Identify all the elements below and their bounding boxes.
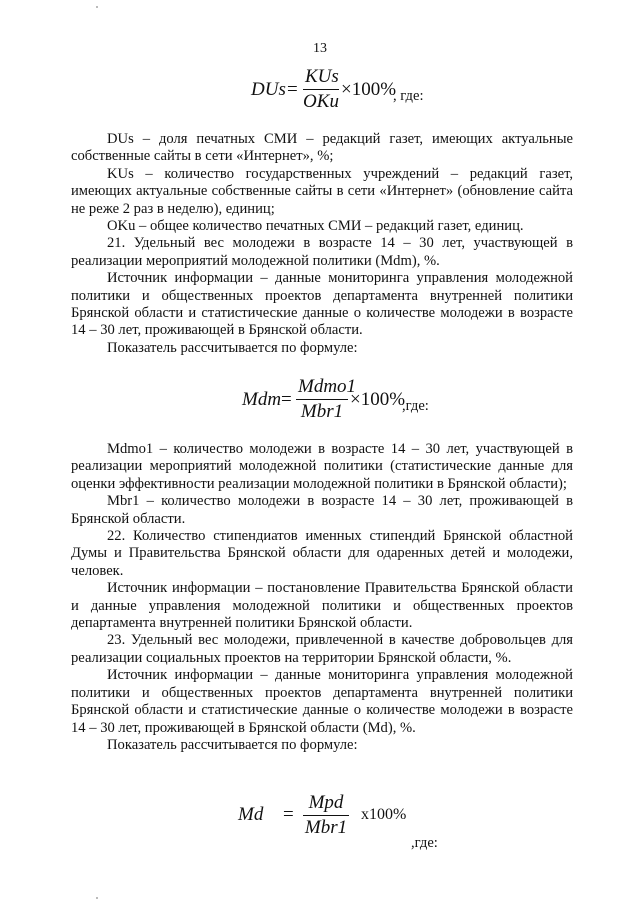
scan-artifact <box>96 6 98 8</box>
formula-mdm-lhs: Mdm <box>242 389 282 410</box>
formula-mdm-multiplier: ×100% <box>350 389 406 410</box>
formula-md-lhs: Md <box>238 804 264 825</box>
formula-md-denominator: Mbr1 <box>304 817 348 838</box>
formula-mdm-numerator: Mdmo1 <box>296 376 348 400</box>
formula-md-numerator: Mpd <box>303 792 349 816</box>
formula-md-suffix: ,где: <box>411 835 438 851</box>
para-dus-definition: DUs – доля печатных СМИ – редакций газет, имеющих актуальные собственные сайты в сети «Интернет», %; <box>71 131 573 165</box>
formula-md-fraction <box>303 792 349 839</box>
para-source-21: Источник информации – данные мониторинга управления молодежной политики и общественных проектов департамента внутренней политики Брянской области и статистические данные о количестве молодежи в возрасте 14 – 30 лет, проживающей в Брянской области. <box>71 270 573 339</box>
para-item-21: 21. Удельный вес молодежи в возрасте 14 – 30 лет, участвующей в реализации мероприятий молодежной политики (Mdm), %. <box>71 235 573 269</box>
para-item-23: 23. Удельный вес молодежи, привлеченной в качестве добровольцев для реализации социальных проектов на территории Брянской области, %. <box>71 632 573 666</box>
formula-md-multiplier: x100% <box>361 806 407 823</box>
text-block-1 <box>71 131 573 357</box>
formula-mdm-denominator: Mbr1 <box>300 401 344 422</box>
scan-artifact <box>96 897 98 899</box>
para-mdmo1-definition: Mdmo1 – количество молодежи в возрасте 14 – 30 лет, участвующей в реализации мероприятий молодежной политики (статистические данные для оценки эффективности реализации молодежной политики в Брянской области); <box>71 441 573 492</box>
formula-mdm-fraction <box>296 376 357 423</box>
formula-dus-numerator: KUs <box>303 66 339 90</box>
formula-md-eq: = <box>283 804 294 825</box>
para-mbr1-definition: Mbr1 – количество молодежи в возрасте 14 – 30 лет, проживающей в Брянской области. <box>71 493 573 527</box>
para-source-22: Источник информации – постановление Правительства Брянской области и данные управления молодежной политики и общественных проектов департамента внутренней политики Брянской области. <box>71 580 573 632</box>
formula-dus-denominator: OKu <box>303 91 339 112</box>
formula-dus-multiplier: ×100% <box>341 79 397 100</box>
para-item-22: 22. Количество стипендиатов именных стипендий Брянской областной Думы и Правительства Брянской области для одаренных детей и молодежи, человек. <box>71 528 573 579</box>
text-block-2 <box>71 441 573 754</box>
para-kus-definition: KUs – количество государственных учреждений – редакций газет, имеющих актуальные собственные сайты в сети «Интернет» (обновление сайта не реже 2 раз в неделю), единиц; <box>71 165 573 217</box>
formula-mdm-suffix: ,где: <box>402 398 429 414</box>
formula-dus-fraction <box>303 66 339 113</box>
page-number: 13 <box>313 41 327 56</box>
para-formula-intro-21: Показатель рассчитывается по формуле: <box>107 339 358 356</box>
formula-dus-lhs: DUs <box>251 79 286 100</box>
formula-dus-eq: = <box>287 79 298 100</box>
para-source-23: Источник информации – данные мониторинга управления молодежной политики и общественных проектов департамента внутренней политики Брянской области и статистические данные о количестве молодежи в возрасте 14 – 30 лет, проживающей в Брянской области (Md), %. <box>71 667 573 736</box>
para-formula-intro-23: Показатель рассчитывается по формуле: <box>107 736 358 753</box>
para-oku-definition: OKu – общее количество печатных СМИ – редакций газет, единиц. <box>107 218 524 235</box>
formula-dus-suffix: , где: <box>393 88 424 104</box>
formula-mdm-eq: = <box>281 389 292 410</box>
